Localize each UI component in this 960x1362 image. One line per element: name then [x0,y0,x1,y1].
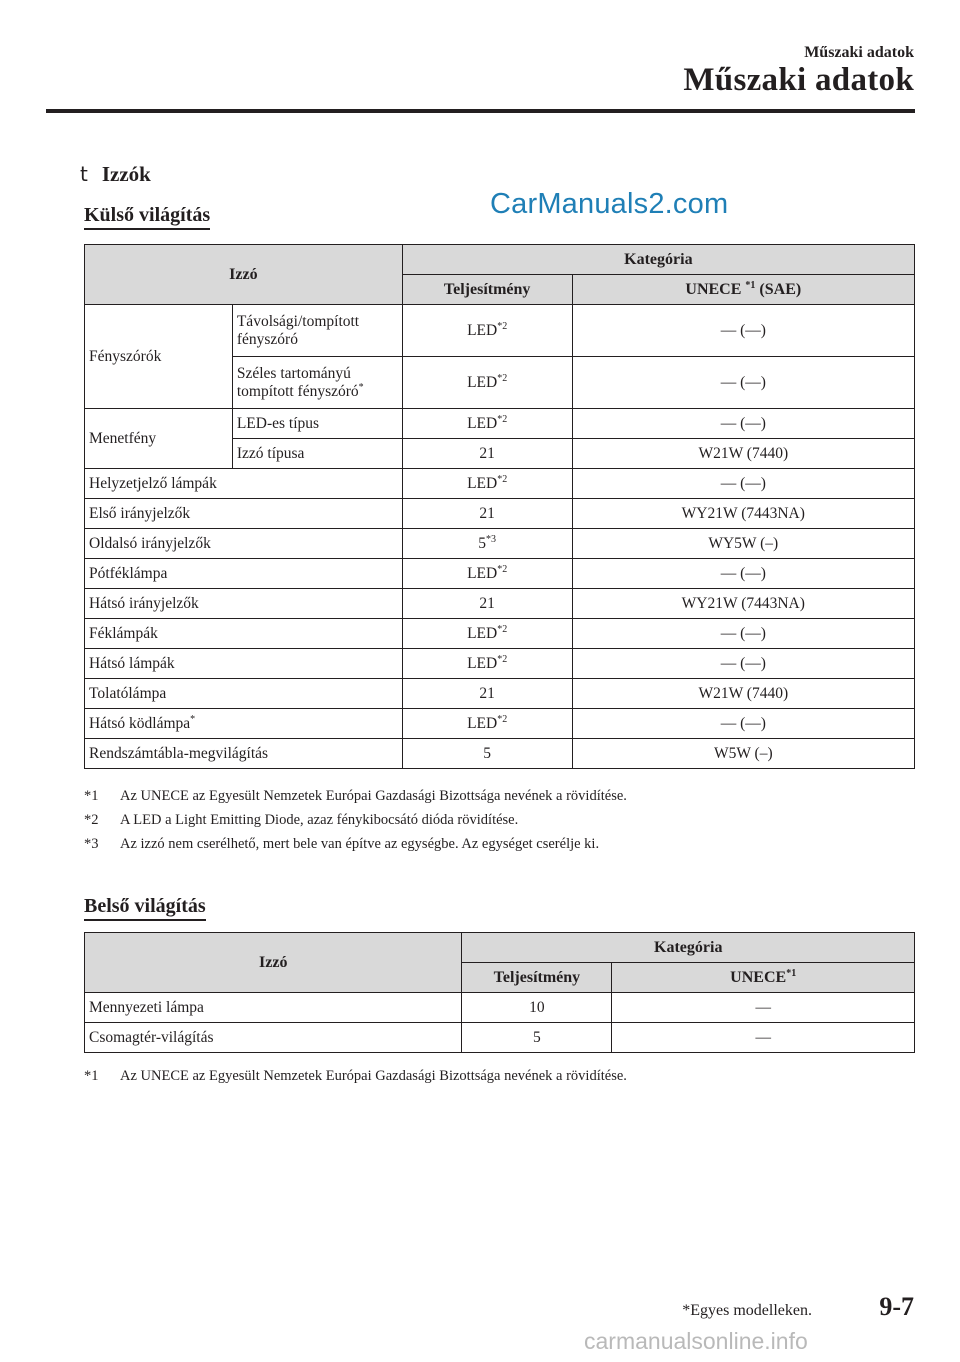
col-header-category: Kategória [462,933,915,963]
table-row [85,529,915,559]
table-row [85,469,915,499]
row-name: Hátsó ködlámpa* [85,709,403,739]
running-header-title: Műszaki adatok [683,62,914,98]
row-category: — (—) [572,469,914,499]
row-category: — (—) [572,357,914,409]
table-row [85,709,915,739]
col-header-category: Kategória [402,245,914,275]
row-name: Féklámpák [85,619,403,649]
row-wattage: 21 [402,679,572,709]
row-name: Hátsó irányjelzők [85,589,403,619]
row-name: Oldalsó irányjelzők [85,529,403,559]
row-name: Első irányjelzők [85,499,403,529]
row-category: — [612,993,915,1023]
table-row [85,409,915,439]
row-type: Széles tartományú tompított fényszóró* [232,357,402,409]
row-category: — [612,1023,915,1053]
table-row [85,993,915,1023]
row-category: WY21W (7443NA) [572,499,914,529]
row-category: — (—) [572,709,914,739]
row-wattage: 21 [402,439,572,469]
table-row [85,679,915,709]
section-title-text: Izzók [101,162,151,186]
table-row [85,559,915,589]
row-wattage: LED$^{*2}$ [402,649,572,679]
row-name: Menetfény [85,409,233,469]
row-category: W21W (7440) [572,439,914,469]
header-rule [46,109,915,113]
interior-bulb-table [84,932,915,1053]
exterior-bulb-table [84,244,915,769]
footer-note: *Egyes modelleken. [682,1302,812,1319]
row-wattage: 5 [462,1023,612,1053]
row-name: Tolatólámpa [85,679,403,709]
row-wattage: 5$^{*3}$ [402,529,572,559]
row-wattage: LED$^{*2}$ [402,469,572,499]
col-header-wattage: Teljesítmény [462,963,612,993]
footnote: *2 A LED a Light Emitting Diode, azaz fénykibocsátó dióda rövidítése. [84,812,519,828]
row-type: LED-es típus [232,409,402,439]
row-category: WY21W (7443NA) [572,589,914,619]
table-row [85,739,915,769]
row-type: Izzó típusa [232,439,402,469]
row-name: Mennyezeti lámpa [85,993,462,1023]
row-wattage: LED$^{*2}$ [402,409,572,439]
col-header-bulb: Izzó [85,933,462,993]
table-row [85,305,915,357]
row-name: Fényszórók [85,305,233,409]
table-row [85,1023,915,1053]
footnote: *1 Az UNECE az Egyesült Nemzetek Európai Gazdasági Bizottsága nevének a rövidítése. [84,788,627,804]
row-wattage: LED$^{*2}$ [402,559,572,589]
col-header-unece: UNECE $^{*1}$ (SAE) [572,275,914,305]
row-category: W5W (–) [572,739,914,769]
running-header-small: Műszaki adatok [804,44,914,61]
row-wattage: 5 [402,739,572,769]
table-row [85,649,915,679]
exterior-lighting-title: Külső világítás [84,204,210,230]
col-header-wattage: Teljesítmény [402,275,572,305]
footnote: *1 Az UNECE az Egyesült Nemzetek Európai Gazdasági Bizottsága nevének a rövidítése. [84,1068,627,1084]
col-header-unece: UNECE$^{*1}$ [612,963,915,993]
row-wattage: LED$^{*2}$ [402,709,572,739]
row-name: Csomagtér-világítás [85,1023,462,1053]
row-type: Távolsági/tompított fényszóró [232,305,402,357]
row-category: — (—) [572,649,914,679]
table-row [85,499,915,529]
row-category: — (—) [572,559,914,589]
row-wattage: LED$^{*2}$ [402,619,572,649]
row-wattage: 21 [402,589,572,619]
footnote: *3 Az izzó nem cserélhető, mert bele van építve az egységbe. Az egységet cserélje ki. [84,836,600,852]
row-category: WY5W (–) [572,529,914,559]
row-name: Helyzetjelző lámpák [85,469,403,499]
row-wattage: 21 [402,499,572,529]
bottom-watermark: carmanualsonline.info [584,1328,808,1354]
section-marker-icon: t [80,162,88,186]
row-category: — (—) [572,409,914,439]
interior-lighting-title: Belső világítás [84,895,206,921]
section-title [80,162,151,187]
row-category: — (—) [572,305,914,357]
page-number: 9-7 [879,1292,914,1321]
row-category: W21W (7440) [572,679,914,709]
row-name: Pótféklámpa [85,559,403,589]
table-row [85,589,915,619]
table-row [85,619,915,649]
row-wattage: 10 [462,993,612,1023]
row-wattage: LED$^{*2}$ [402,357,572,409]
row-name: Rendszámtábla-megvilágítás [85,739,403,769]
col-header-bulb: Izzó [85,245,403,305]
row-name: Hátsó lámpák [85,649,403,679]
row-category: — (—) [572,619,914,649]
row-wattage: LED$^{*2}$ [402,305,572,357]
watermark: CarManuals2.com [490,188,729,220]
